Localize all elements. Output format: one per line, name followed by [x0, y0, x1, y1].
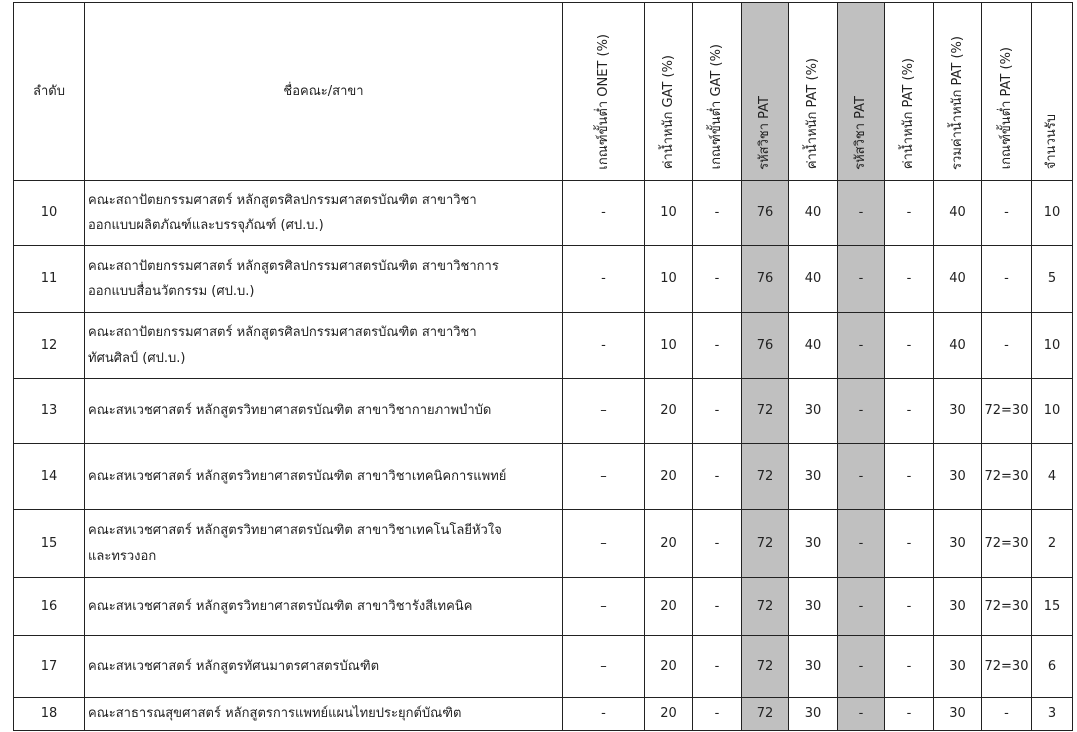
row-name-line-1: คณะสหเวชศาสตร์ หลักสูตรทัศนมาตรศาสตรบัณฑิต: [88, 658, 380, 674]
row-pat-weight-2: -: [885, 379, 934, 444]
header-pat-min: เกณฑ์ขั้นต่ำ PAT (%): [982, 3, 1032, 181]
row-gat-min: -: [693, 510, 742, 578]
row-name: [85, 510, 563, 578]
row-gat-weight: 20: [645, 578, 693, 636]
row-pat-weight-2: -: [885, 578, 934, 636]
row-pat-min: -: [982, 246, 1032, 313]
header-gat-weight: ค่าน้ำหนัก GAT (%): [645, 3, 693, 181]
row-name: [85, 636, 563, 698]
row-onet-min: –: [563, 578, 645, 636]
table-row: [14, 698, 1073, 731]
row-pat-weight-2: -: [885, 313, 934, 379]
row-gat-min: -: [693, 444, 742, 510]
row-pat-total: 30: [934, 698, 982, 731]
row-gat-min: -: [693, 578, 742, 636]
row-pat-total: 40: [934, 313, 982, 379]
row-pat-code-2: -: [838, 636, 885, 698]
row-pat-code-2: -: [838, 313, 885, 379]
row-name-line-1: คณะสถาปัตยกรรมศาสตร์ หลักสูตรศิลปกรรมศาสตรบัณฑิต สาขาวิชา: [88, 192, 477, 208]
table-row: [14, 578, 1073, 636]
row-pat-weight-2: -: [885, 181, 934, 246]
header-pat-total: รวมค่าน้ำหนัก PAT (%): [934, 3, 982, 181]
row-pat-weight-1: 40: [789, 181, 838, 246]
header-pat-weight-1: ค่าน้ำหนัก PAT (%): [789, 3, 838, 181]
admission-table: [13, 2, 1073, 731]
row-gat-weight: 20: [645, 379, 693, 444]
row-seats: 5: [1032, 246, 1073, 313]
table-row: [14, 444, 1073, 510]
row-name-line-1: คณะสหเวชศาสตร์ หลักสูตรวิทยาศาสตรบัณฑิต สาขาวิชาเทคนิคการแพทย์: [88, 468, 507, 484]
row-pat-code-1: 72: [742, 578, 789, 636]
row-seats: 2: [1032, 510, 1073, 578]
row-pat-min: -: [982, 698, 1032, 731]
row-name-line-1: คณะสหเวชศาสตร์ หลักสูตรวิทยาศาสตรบัณฑิต สาขาวิชารังสีเทคนิค: [88, 598, 473, 614]
row-pat-min: -: [982, 181, 1032, 246]
row-name-line-1: คณะสถาปัตยกรรมศาสตร์ หลักสูตรศิลปกรรมศาสตรบัณฑิต สาขาวิชาการ: [88, 258, 499, 274]
row-pat-weight-1: 30: [789, 698, 838, 731]
table-row: [14, 313, 1073, 379]
table-row: [14, 636, 1073, 698]
row-name: [85, 181, 563, 246]
header-seats: จำนวนรับ: [1032, 3, 1073, 181]
row-pat-weight-1: 40: [789, 313, 838, 379]
row-pat-weight-1: 30: [789, 510, 838, 578]
row-order: 10: [14, 181, 85, 246]
header-pat-weight-2: ค่าน้ำหนัก PAT (%): [885, 3, 934, 181]
row-pat-weight-2: -: [885, 698, 934, 731]
row-gat-min: -: [693, 636, 742, 698]
row-name: [85, 246, 563, 313]
row-name: [85, 578, 563, 636]
row-pat-code-1: 72: [742, 636, 789, 698]
row-order: 12: [14, 313, 85, 379]
row-seats: 4: [1032, 444, 1073, 510]
row-pat-weight-1: 30: [789, 578, 838, 636]
row-gat-weight: 20: [645, 444, 693, 510]
row-onet-min: -: [563, 246, 645, 313]
row-name-line-2: ออกแบบสื่อนวัตกรรม (ศป.บ.): [88, 284, 255, 299]
header-row: [14, 3, 1073, 181]
row-gat-weight: 20: [645, 636, 693, 698]
row-pat-weight-2: -: [885, 510, 934, 578]
row-order: 17: [14, 636, 85, 698]
row-gat-weight: 10: [645, 246, 693, 313]
row-pat-weight-1: 40: [789, 246, 838, 313]
row-name-line-1: คณะสหเวชศาสตร์ หลักสูตรวิทยาศาสตรบัณฑิต สาขาวิชากายภาพบำบัด: [88, 403, 492, 419]
row-name-line-1: คณะสถาปัตยกรรมศาสตร์ หลักสูตรศิลปกรรมศาสตรบัณฑิต สาขาวิชา: [88, 325, 477, 340]
row-pat-weight-1: 30: [789, 379, 838, 444]
row-seats: 3: [1032, 698, 1073, 731]
row-order: 16: [14, 578, 85, 636]
row-seats: 10: [1032, 313, 1073, 379]
header-onet-min: เกณฑ์ขั้นต่ำ ONET (%): [563, 3, 645, 181]
row-name-line-2: และทรวงอก: [88, 548, 157, 564]
row-pat-total: 30: [934, 444, 982, 510]
row-pat-code-2: -: [838, 444, 885, 510]
row-seats: 15: [1032, 578, 1073, 636]
row-seats: 6: [1032, 636, 1073, 698]
row-onet-min: -: [563, 698, 645, 731]
row-pat-total: 40: [934, 246, 982, 313]
row-pat-total: 30: [934, 510, 982, 578]
row-gat-weight: 10: [645, 181, 693, 246]
header-faculty: ชื่อคณะ/สาขา: [85, 3, 563, 181]
table-row: [14, 246, 1073, 313]
row-pat-weight-2: -: [885, 444, 934, 510]
row-gat-min: -: [693, 379, 742, 444]
row-gat-min: -: [693, 246, 742, 313]
row-seats: 10: [1032, 181, 1073, 246]
row-order: 13: [14, 379, 85, 444]
row-name: [85, 698, 563, 731]
table-row: [14, 510, 1073, 578]
header-order: ลำดับ: [14, 3, 85, 181]
row-gat-weight: 20: [645, 698, 693, 731]
row-pat-code-2: -: [838, 698, 885, 731]
header-pat-code-1: รหัสวิชา PAT: [742, 3, 789, 181]
row-pat-min: 72=30: [982, 636, 1032, 698]
row-onet-min: –: [563, 444, 645, 510]
row-gat-weight: 10: [645, 313, 693, 379]
row-pat-weight-2: -: [885, 246, 934, 313]
row-order: 11: [14, 246, 85, 313]
row-pat-code-1: 76: [742, 181, 789, 246]
row-pat-code-1: 76: [742, 246, 789, 313]
row-pat-min: 72=30: [982, 578, 1032, 636]
row-pat-code-1: 72: [742, 444, 789, 510]
table-row: [14, 181, 1073, 246]
row-pat-min: 72=30: [982, 510, 1032, 578]
row-pat-code-2: -: [838, 181, 885, 246]
row-name-line-1: คณะสาธารณสุขศาสตร์ หลักสูตรการแพทย์แผนไทยประยุกต์บัณฑิต: [88, 706, 462, 722]
row-pat-code-2: -: [838, 578, 885, 636]
table-row: [14, 379, 1073, 444]
row-pat-total: 40: [934, 181, 982, 246]
row-onet-min: –: [563, 636, 645, 698]
row-pat-total: 30: [934, 379, 982, 444]
row-pat-min: 72=30: [982, 379, 1032, 444]
row-pat-code-1: 72: [742, 698, 789, 731]
row-onet-min: –: [563, 379, 645, 444]
row-pat-code-1: 76: [742, 313, 789, 379]
row-order: 15: [14, 510, 85, 578]
row-name-line-2: ทัศนศิลป์ (ศป.บ.): [88, 350, 186, 366]
header-pat-code-2: รหัสวิชา PAT: [838, 3, 885, 181]
row-gat-min: -: [693, 181, 742, 246]
row-pat-code-2: -: [838, 510, 885, 578]
row-onet-min: -: [563, 181, 645, 246]
row-pat-min: -: [982, 313, 1032, 379]
row-onet-min: –: [563, 510, 645, 578]
row-pat-weight-1: 30: [789, 636, 838, 698]
row-pat-min: 72=30: [982, 444, 1032, 510]
row-order: 14: [14, 444, 85, 510]
header-gat-min: เกณฑ์ขั้นต่ำ GAT (%): [693, 3, 742, 181]
row-gat-min: -: [693, 698, 742, 731]
row-pat-total: 30: [934, 578, 982, 636]
row-gat-min: -: [693, 313, 742, 379]
row-pat-weight-2: -: [885, 636, 934, 698]
row-pat-code-2: -: [838, 379, 885, 444]
row-gat-weight: 20: [645, 510, 693, 578]
row-name: [85, 444, 563, 510]
row-order: 18: [14, 698, 85, 731]
row-pat-weight-1: 30: [789, 444, 838, 510]
row-name-line-2: ออกแบบผลิตภัณฑ์และบรรจุภัณฑ์ (ศป.บ.): [88, 218, 324, 233]
row-pat-total: 30: [934, 636, 982, 698]
row-pat-code-2: -: [838, 246, 885, 313]
row-seats: 10: [1032, 379, 1073, 444]
row-pat-code-1: 72: [742, 379, 789, 444]
row-name: [85, 379, 563, 444]
row-pat-code-1: 72: [742, 510, 789, 578]
row-onet-min: -: [563, 313, 645, 379]
row-name-line-1: คณะสหเวชศาสตร์ หลักสูตรวิทยาศาสตรบัณฑิต สาขาวิชาเทคโนโลยีหัวใจ: [88, 523, 502, 538]
row-name: [85, 313, 563, 379]
